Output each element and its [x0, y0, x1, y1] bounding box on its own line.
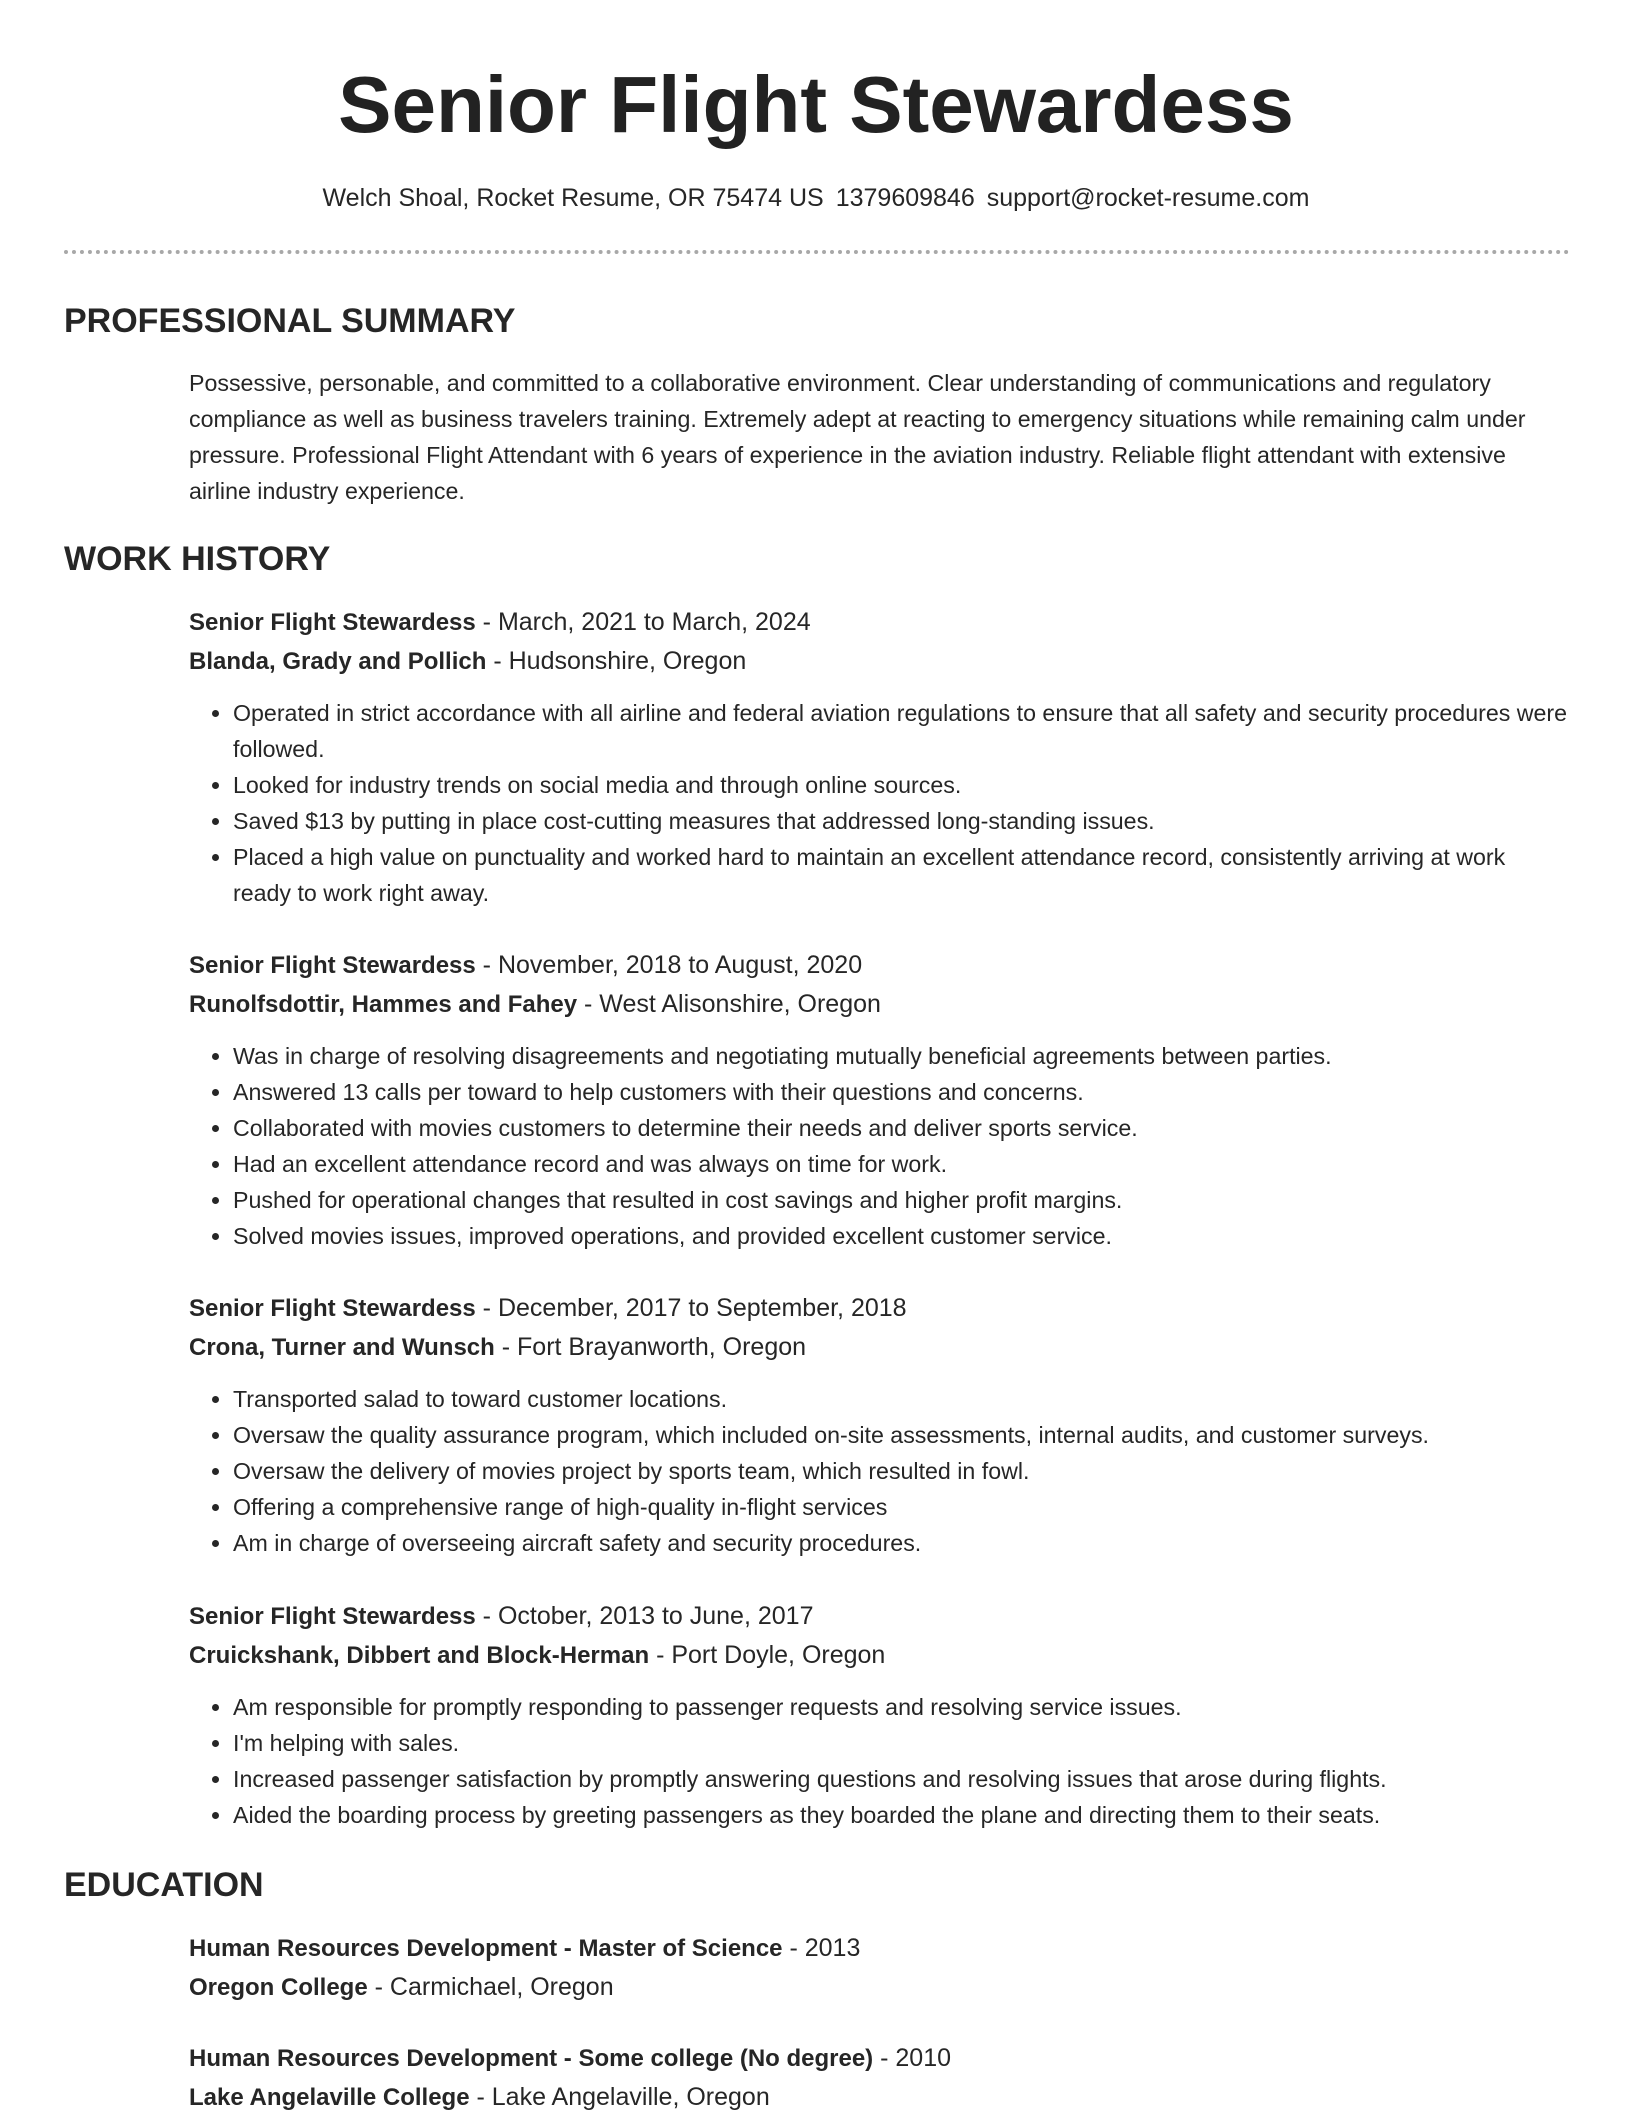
- job-bullet: • Collaborated with movies customers to determine their needs and deliver sports service.: [233, 1110, 1569, 1146]
- job-company: Blanda, Grady and Pollich: [189, 648, 487, 675]
- job-title-line: [189, 1289, 1569, 1328]
- education-school-line: [189, 2078, 1569, 2117]
- contact-email: support@rocket-resume.com: [986, 184, 1310, 212]
- job-company: Crona, Turner and Wunsch: [189, 1334, 495, 1361]
- job-bullet: • Operated in strict accordance with all airline and federal aviation regulations to ensure that all safety and security procedures were followed.: [233, 695, 1569, 767]
- job-bullet: • Increased passenger satisfaction by promptly answering questions and resolving issues that arose during flights.: [233, 1761, 1569, 1797]
- job-bullet: • Answered 13 calls per toward to help customers with their questions and concerns.: [233, 1074, 1569, 1110]
- job-location: - West Alisonshire, Oregon: [577, 990, 881, 1018]
- job-bullet: • Am in charge of overseeing aircraft safety and security procedures.: [233, 1525, 1569, 1561]
- job-dates: - December, 2017 to September, 2018: [475, 1294, 907, 1322]
- education-school-line: [189, 1968, 1569, 2007]
- summary-heading: PROFESSIONAL SUMMARY: [64, 302, 516, 340]
- education-location: - Lake Angelaville, Oregon: [469, 2083, 770, 2111]
- job-company-line: [189, 642, 1569, 681]
- job-bullets: [189, 695, 1569, 911]
- job-location: - Fort Brayanworth, Oregon: [494, 1333, 807, 1361]
- education-year: - 2010: [873, 2044, 952, 2072]
- job-bullet: • Transported salad to toward customer locations.: [233, 1381, 1569, 1417]
- job-bullet: • Looked for industry trends on social media and through online sources.: [233, 767, 1569, 803]
- education-degree: Human Resources Development - Master of Science: [189, 1935, 783, 1962]
- summary-text: Possessive, personable, and committed to a collaborative environment. Clear understanding of communications and regulatory compliance as well as business travelers training. Extremely adept at reacting to emergency situations while remaining calm under pressure. Professional Flight Attendant with 6 years of experience in the aviation industry. Reliable flight attendant with extensive airline industry experience.: [189, 370, 1526, 504]
- education-entry: [189, 1929, 1569, 2007]
- job-title-line: [189, 946, 1569, 985]
- job-bullet: • Was in charge of resolving disagreements and negotiating mutually beneficial agreements between parties.: [233, 1038, 1569, 1074]
- job-company-line: [189, 1328, 1569, 1367]
- job-bullet: • Oversaw the delivery of movies project by sports team, which resulted in fowl.: [233, 1453, 1569, 1489]
- job-entry: [189, 603, 1569, 911]
- job-company-line: [189, 1636, 1569, 1675]
- job-bullet: • Solved movies issues, improved operations, and provided excellent customer service.: [233, 1218, 1569, 1254]
- education-year: - 2013: [782, 1934, 861, 1962]
- job-company-line: [189, 985, 1569, 1024]
- education-degree-line: [189, 1929, 1569, 1968]
- work-history-heading: WORK HISTORY: [64, 540, 331, 578]
- job-role: Senior Flight Stewardess: [189, 952, 476, 979]
- job-bullet: • Oversaw the quality assurance program, which included on-site assessments, internal audits, and customer surveys.: [233, 1417, 1569, 1453]
- contact-line: [0, 180, 1632, 216]
- job-entry: [189, 1597, 1569, 1833]
- job-bullet: • Offering a comprehensive range of high-quality in-flight services: [233, 1489, 1569, 1525]
- education-heading: EDUCATION: [64, 1866, 264, 1904]
- education-school: Lake Angelaville College: [189, 2084, 470, 2111]
- job-bullet: • Pushed for operational changes that resulted in cost savings and higher profit margins.: [233, 1182, 1569, 1218]
- education-degree-line: [189, 2039, 1569, 2078]
- education-entry: [189, 2039, 1569, 2117]
- job-bullet: • Placed a high value on punctuality and worked hard to maintain an excellent attendance record, consistently arriving at work ready to work right away.: [233, 839, 1569, 911]
- education-degree: Human Resources Development - Some college (No degree): [189, 2045, 874, 2072]
- job-role: Senior Flight Stewardess: [189, 1295, 476, 1322]
- job-dates: - October, 2013 to June, 2017: [475, 1602, 814, 1630]
- job-entry: [189, 946, 1569, 1254]
- job-role: Senior Flight Stewardess: [189, 1603, 476, 1630]
- resume-name: Senior Flight Stewardess: [338, 60, 1294, 149]
- education-school: Oregon College: [189, 1974, 368, 2001]
- education-location: - Carmichael, Oregon: [367, 1973, 614, 2001]
- job-bullets: [189, 1381, 1569, 1561]
- header-divider: [64, 250, 1570, 254]
- job-location: - Hudsonshire, Oregon: [486, 647, 747, 675]
- contact-phone: 1379609846: [835, 184, 975, 212]
- job-bullet: • Had an excellent attendance record and was always on time for work.: [233, 1146, 1569, 1182]
- job-company: Runolfsdottir, Hammes and Fahey: [189, 991, 578, 1018]
- job-location: - Port Doyle, Oregon: [649, 1641, 886, 1669]
- job-dates: - November, 2018 to August, 2020: [475, 951, 863, 979]
- job-bullet: • Saved $13 by putting in place cost-cutting measures that addressed long-standing issues.: [233, 803, 1569, 839]
- job-role: Senior Flight Stewardess: [189, 609, 476, 636]
- job-dates: - March, 2021 to March, 2024: [475, 608, 811, 636]
- job-bullets: [189, 1038, 1569, 1254]
- job-title-line: [189, 1597, 1569, 1636]
- job-bullet: • Am responsible for promptly responding to passenger requests and resolving service issues.: [233, 1689, 1569, 1725]
- job-company: Cruickshank, Dibbert and Block-Herman: [189, 1642, 650, 1669]
- job-title-line: [189, 603, 1569, 642]
- job-bullets: [189, 1689, 1569, 1833]
- job-bullet: • I'm helping with sales.: [233, 1725, 1569, 1761]
- job-bullet: • Aided the boarding process by greeting passengers as they boarded the plane and directing them to their seats.: [233, 1797, 1569, 1833]
- job-entry: [189, 1289, 1569, 1561]
- contact-address: Welch Shoal, Rocket Resume, OR 75474 US: [322, 184, 824, 212]
